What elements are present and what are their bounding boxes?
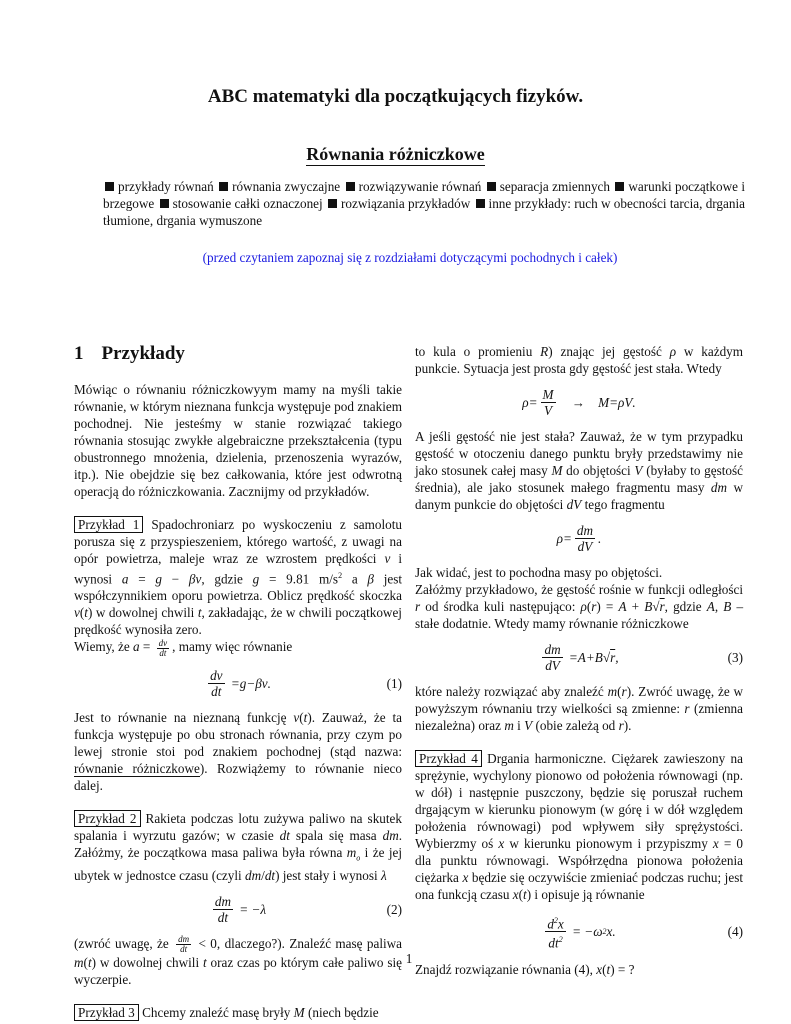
topic-item: rozwiązywanie równań: [358, 179, 482, 194]
square-bullet-icon: [615, 182, 624, 191]
topic-item: warunki początkowe i brzegowe: [103, 179, 746, 211]
intro-paragraph: Mówiąc o równaniu różniczkowyym mamy na myśli takie równanie, w którym nieznana funkcja występuje pod znakiem pochodnej. Nie jesteśmy w stanie rozwiązać takiego równania stosując zwykłe algebraiczne przekształcenia (typu obustronnego mnożenia, dzielenia, przenoszenia wyrazów, itp.). Nie obejdzie się bez całkowania, które jest odwrotną operacją do różniczkowania. Zacznijmy od przykładów.: [74, 382, 402, 499]
term-link[interactable]: równanie różniczkowe: [74, 760, 200, 776]
example-4-label: Przykład 4: [415, 750, 482, 767]
equation-4: $\frac{d^2x}{dt^2}$ = − ω 2 x . (4): [415, 913, 743, 951]
topic-item: przykłady równań: [118, 179, 214, 194]
square-bullet-icon: [328, 199, 337, 208]
example-2-label: Przykład 2: [74, 810, 141, 827]
equation-1: $\frac{dv}{dt}$ = g − βv . (1): [210, 667, 402, 699]
density-equation: ρ = $\frac{M}{V}$ → M = ρV .: [522, 387, 636, 418]
example-3: Przykład 3 Chcemy znaleźć masę bryły M (niech będzie: [74, 1004, 402, 1021]
topic-item: inne przykłady: ruch w obecności tarcia, drgania tłumione, drgania wymuszone: [103, 196, 745, 228]
right-paragraph-2: A jeśli gęstość nie jest stała? Zauważ, że w tym przypadku gęstość w otoczeniu danego punktu bryły przedstawimy nie jako stosunek całej masy M do objętości V (byłaby to gęstość średnia), ale jako stosunek małego fragmentu masy dm w danym punkcie do objętości dV tego fragmentu: [415, 429, 743, 512]
right-paragraph-1: to kula o promieniu R) znając jej gęstość ρ w każdym punkcie. Sytuacja jest prosta gdy gęstość jest stała. Wtedy: [415, 344, 744, 376]
right-paragraph-4: Załóżmy przykładowo, że gęstość rośnie w funkcji odległości r od środka kuli następująco: ρ(r) = A + B√r, gdzie A, B – stałe dodatnie. Wtedy mamy równanie różniczkowe: [415, 582, 744, 631]
document-title: ABC matematyki dla początkujących fizyków.: [207, 86, 584, 107]
equation-number: (2): [386, 901, 402, 917]
topic-item: równania zwyczajne: [232, 179, 341, 194]
equation-3: $\frac{dm}{dV}$ = A + B √ r , (3): [544, 642, 743, 673]
topics-list: [103, 178, 745, 229]
equation-number: (4): [727, 924, 743, 940]
section-heading: [74, 343, 402, 365]
square-bullet-icon: [476, 199, 485, 208]
paragraph-3: (zwróć uwagę, że $\frac{dm}{dt}$ < 0, dlaczego?). Znaleźć masę paliwa m(t) w dowolnej chwili t oraz czas po którym całe paliwo się wyczerpie.: [74, 933, 403, 987]
example-1-continued: Wiemy, że a = $\frac{dv}{dt}$ , mamy więc równanie: [74, 637, 293, 658]
square-bullet-icon: [219, 182, 228, 191]
square-bullet-icon: [105, 182, 114, 191]
section-title: Przykłady: [101, 343, 185, 364]
equation-2: $\frac{dm}{dt}$ = − λ (2): [214, 893, 402, 925]
left-column: [74, 343, 402, 1021]
topic-item: stosowanie całki oznaczonej: [172, 196, 323, 211]
page-number: 1: [405, 951, 413, 966]
right-final-question: Znajdź rozwiązanie równania (4), x(t) = ?: [415, 961, 635, 977]
example-1: Przykład 1 Spadochroniarz po wyskoczeniu z samolotu porusza się z przyspieszeniem, którego wartość, z uwagi na opór powietrza, maleje wraz ze wzrostem prędkości v i wynosi a = g − βv, gdzie g = 9.81 $m/s^2$ a β jest współczynnikiem oporu powietrza. Oblicz prędkość skoczka v(t) w dowolnej chwili t, zakładając, że w chwili początkowej prędkość wynosiła zero.: [74, 517, 403, 638]
local-density-equation: ρ = $\frac{dm}{dV}$ .: [556, 523, 602, 554]
document-subtitle: [0, 146, 791, 163]
topic-item: rozwiązania przykładów: [341, 196, 471, 211]
square-bullet-icon: [160, 199, 169, 208]
topic-item: separacja zmiennych: [499, 179, 610, 194]
paragraph-2: Jest to równanie na nieznaną funkcję v(t). Zauważ, że ta funkcja występuje po obu stronach równania, przy czym po lewej stronie stoi pod znakiem pochodnej (stąd nazwa: równanie różniczkowe). Rozwiążemy to równanie nieco dalej.: [74, 709, 402, 793]
subtitle-text: Równania różniczkowe: [306, 144, 485, 164]
equation-number: (1): [386, 675, 402, 691]
square-bullet-icon: [487, 182, 496, 191]
section-number: 1: [74, 343, 84, 364]
example-3-label: Przykład 3: [74, 1004, 139, 1021]
right-paragraph-5: które należy rozwiązać aby znaleźć m(r). Zwróć uwagę, że w powyższym równaniu trzy wielkości są zmienne: r (zmienna niezależna) oraz m i V (obie zależą od r).: [415, 684, 744, 733]
example-4: Przykład 4 Drgania harmoniczne. Ciężarek zawieszony na sprężynie, wychylony pionowo od położenia równowagi (np. w dół) i następnie puszczony, będzie się poruszał ruchem drgającym w kierunku pionowym (w górę i w dół względem położenia równowagi) pod wpływem siły sprężystości. Wybierzmy oś x w kierunku pionowym i przypiszmy x = 0 dla punktu równowagi. Współrzędna pionowa położenia ciężarka x będzie się oczywiście zmieniać podczas ruchu; jest ona funkcją czasu x(t) i opisuje ją równanie: [415, 751, 744, 902]
right-paragraph-3: Jak widać, jest to pochodna masy po objętości.: [415, 565, 663, 580]
example-2: Przykład 2 Rakieta podczas lotu zużywa paliwo na skutek spalania i wyrzutu gazów; w czasie dt spala się masa dm. Załóżmy, że początkowa masa paliwa była równa $m_o$ i że jej ubytek w jednostce czasu (czyli dm/dt) jest stały i wynosi λ: [74, 810, 403, 883]
square-bullet-icon: [346, 182, 355, 191]
equation-number: (3): [727, 650, 743, 665]
example-1-label: Przykład 1: [74, 516, 143, 533]
right-column: [415, 343, 743, 978]
prerequisite-note-link[interactable]: (przed czytaniem zapoznaj się z rozdziałami dotyczącymi pochodnych i całek): [202, 250, 618, 265]
